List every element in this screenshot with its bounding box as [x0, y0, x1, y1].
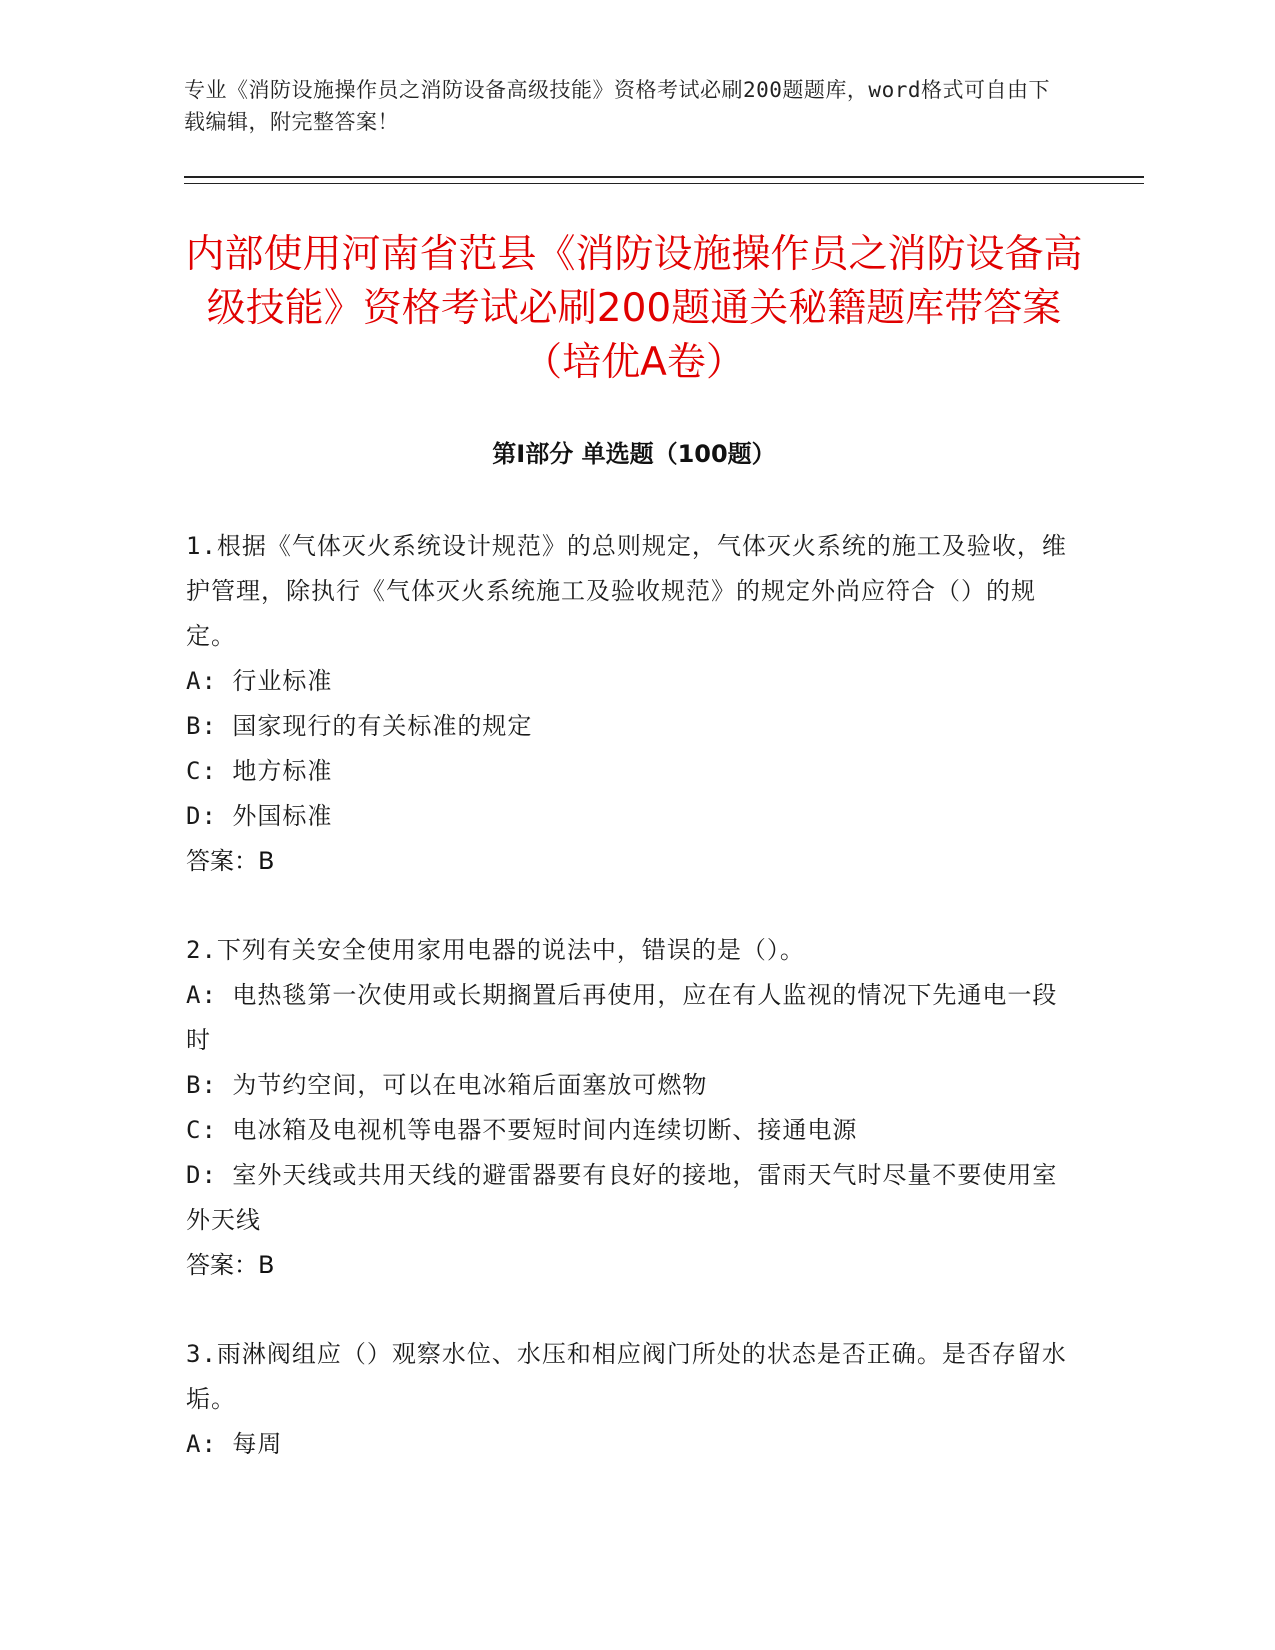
question-stem: 2.下列有关安全使用家用电器的说法中，错误的是（）。	[186, 936, 805, 964]
header-divider-thick	[184, 176, 1144, 178]
header-divider-thin	[184, 183, 1144, 184]
section-title: 第Ⅰ部分 单选题（100题）	[492, 440, 776, 468]
option-a: A: 行业标准	[186, 667, 333, 695]
option-a: A: 电热毯第一次使用或长期搁置后再使用，应在有人监视的情况下先通电一段时	[186, 981, 1058, 1054]
answer: 答案：B	[186, 1251, 275, 1279]
question-3	[186, 1332, 1076, 1467]
question-1	[186, 524, 1076, 884]
header-note: 专业《消防设施操作员之消防设备高级技能》资格考试必刷200题题库，word格式可自由下载编辑，附完整答案！	[184, 78, 1050, 134]
option-d: D: 外国标准	[186, 802, 333, 830]
option-b: B: 国家现行的有关标准的规定	[186, 712, 533, 740]
option-b: B: 为节约空间，可以在电冰箱后面塞放可燃物	[186, 1071, 708, 1099]
question-list	[186, 524, 1076, 1511]
question-2	[186, 928, 1076, 1288]
answer: 答案：B	[186, 847, 275, 875]
option-c: C: 地方标准	[186, 757, 333, 785]
document-title: 内部使用河南省范县《消防设施操作员之消防设备高级技能》资格考试必刷200题通关秘籍题库带答案（培优A卷）	[185, 232, 1083, 385]
option-c: C: 电冰箱及电视机等电器不要短时间内连续切断、接通电源	[186, 1116, 858, 1144]
question-stem: 3.雨淋阀组应（）观察水位、水压和相应阀门所处的状态是否正确。是否存留水垢。	[186, 1340, 1067, 1413]
option-a: A: 每周	[186, 1430, 283, 1458]
option-d: D: 室外天线或共用天线的避雷器要有良好的接地，雷雨天气时尽量不要使用室外天线	[186, 1161, 1058, 1234]
question-stem: 1.根据《气体灭火系统设计规范》的总则规定，气体灭火系统的施工及验收，维护管理，除执行《气体灭火系统施工及验收规范》的规定外尚应符合（）的规定。	[186, 532, 1067, 650]
